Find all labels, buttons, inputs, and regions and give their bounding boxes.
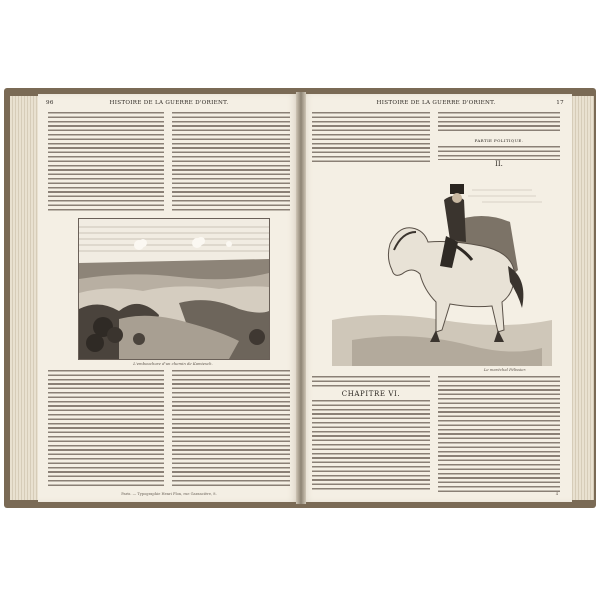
right-page-number: 17 [556, 100, 564, 106]
left-text-column-2-top [172, 112, 290, 212]
right-text-column-2-bottom [438, 376, 560, 492]
right-illustration-caption: Le maréchal Pélissier. [483, 367, 527, 372]
right-text-column-2-top [438, 112, 560, 134]
left-text-column-1-top [48, 112, 164, 212]
marshal-portrait-engraving [332, 170, 552, 366]
right-text-column-1-pre-chapter [312, 376, 430, 388]
right-running-head: HISTOIRE DE LA GUERRE D'ORIENT. [376, 100, 496, 106]
section-heading: PARTIE POLITIQUE. [474, 138, 524, 143]
section-number: II. [495, 160, 503, 168]
left-illustration-caption: L'embouchure d'un chemin de Kamiesch. [133, 361, 213, 366]
right-page-edges [572, 96, 594, 500]
right-page-signature-mark: 4 [555, 492, 558, 496]
chapter-heading: CHAPITRE VI. [341, 390, 401, 398]
right-page [300, 94, 572, 502]
right-text-column-1-top [312, 112, 430, 164]
battlefield-engraving-drawing [79, 219, 269, 359]
left-page [38, 94, 300, 502]
left-running-head: HISTOIRE DE LA GUERRE D'ORIENT. [109, 100, 229, 106]
section-intro-text [438, 146, 560, 160]
left-page-number: 96 [46, 100, 54, 106]
right-text-column-1-bottom [312, 400, 430, 492]
marshal-on-horseback-drawing [332, 170, 552, 366]
book-spine-gutter [296, 92, 306, 504]
left-page-edges [10, 96, 38, 500]
right-running-header [308, 100, 564, 110]
left-page-footer: Paris. — Typographie Henri Plon, rue Garancière, 8. [121, 492, 217, 496]
left-text-column-2-bottom [172, 370, 290, 488]
left-running-header [46, 100, 292, 110]
battlefield-engraving [78, 218, 270, 360]
left-text-column-1-bottom [48, 370, 164, 488]
